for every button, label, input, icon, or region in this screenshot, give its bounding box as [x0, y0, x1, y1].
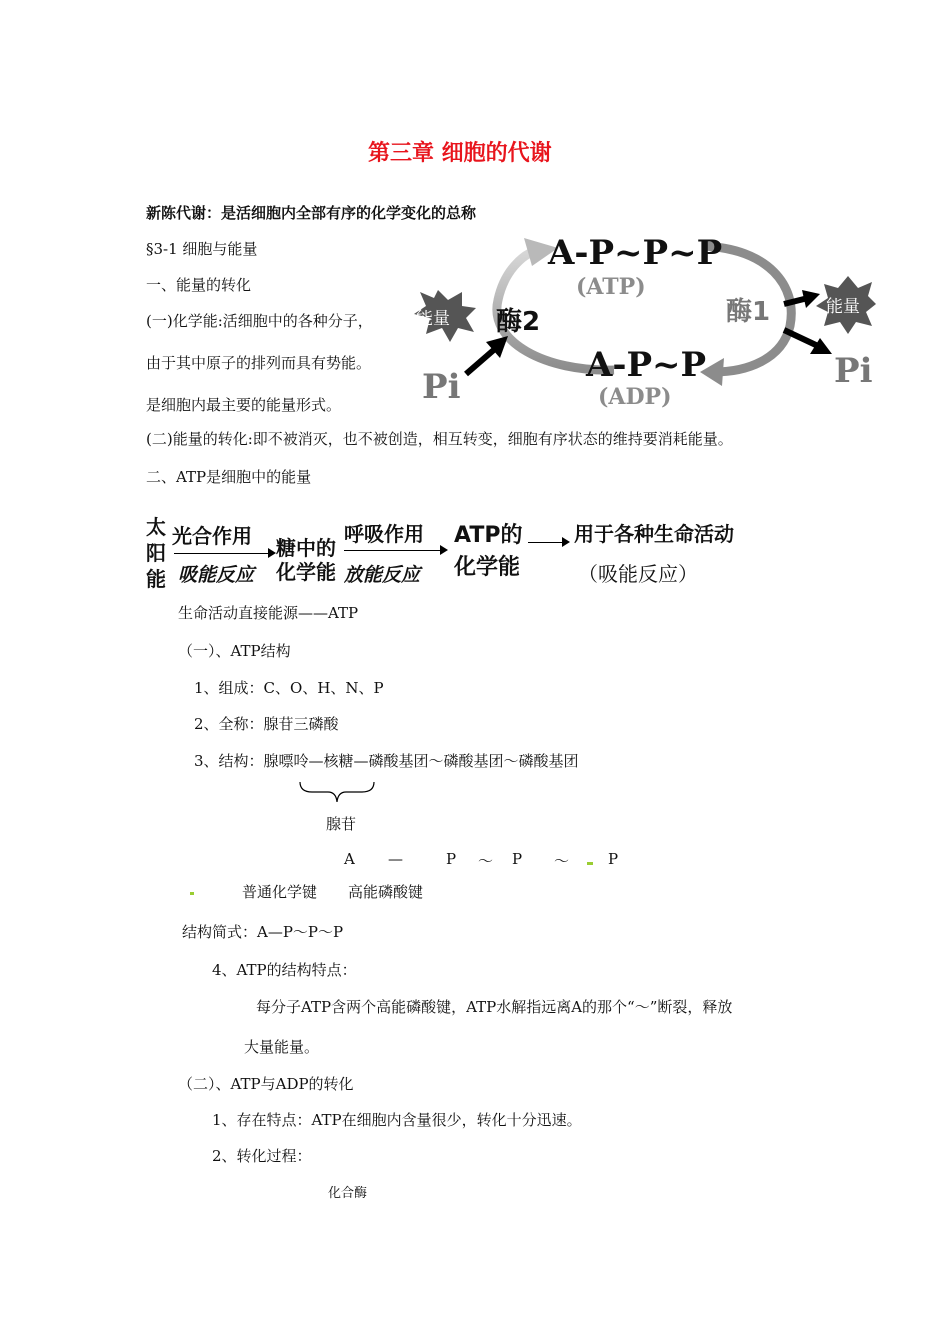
- pi-in-arrow: [466, 348, 496, 374]
- atp-adp-cycle-diagram: [396, 222, 876, 418]
- flow-sun: 太 阳 能: [146, 515, 166, 591]
- atp-label: (ATP): [576, 274, 646, 300]
- bond-row-p1: P: [446, 850, 457, 868]
- atp-features-heading: 4、ATP的结构特点：: [212, 961, 357, 979]
- paragraph-energy-conversion: (二)能量的转化:即不被消灭，也不被创造，相互转变，细胞有序状态的维持要消耗能量。: [146, 430, 733, 448]
- flow-arrow-3: [528, 542, 564, 543]
- adenosine-brace: [298, 780, 376, 804]
- bond-row-p2: P: [512, 850, 523, 868]
- flow-arrow-1: [174, 553, 270, 554]
- flow-atp-2: 化学能: [454, 555, 521, 580]
- page-title: 第三章 细胞的代谢: [368, 141, 552, 166]
- adp-label: (ADP): [598, 384, 672, 410]
- energy-right-label: 能量: [826, 297, 860, 317]
- paragraph-main-energy-form: 是细胞内最主要的能量形式。: [146, 396, 342, 414]
- atp-formula: A-P~P~P: [548, 233, 723, 273]
- enzyme1-label: 酶1: [726, 297, 771, 327]
- bond-row-p3: P: [608, 850, 619, 868]
- direct-energy-source: 生命活动直接能源——ATP: [178, 604, 359, 622]
- adenosine-label: 腺苷: [326, 815, 357, 833]
- bond-row-tilde1: ～: [478, 852, 494, 870]
- bond-row-a: A: [344, 850, 355, 868]
- enzyme2-label: 酶2: [496, 307, 541, 337]
- flow-arrowhead-1: [268, 548, 276, 558]
- flow-arrowhead-3: [562, 537, 570, 547]
- bond-marker-dot: [587, 862, 593, 865]
- flow-atp-1: ATP的: [454, 523, 523, 548]
- pi-left-label: Pi: [422, 367, 461, 407]
- bond-label-ordinary: 普通化学键: [242, 883, 318, 901]
- flow-photosynthesis: 光合作用: [172, 524, 252, 548]
- bond-row-dash: —: [388, 850, 403, 868]
- energy-left-label: 能量: [416, 309, 450, 329]
- flow-sugar-2: 化学能: [276, 560, 336, 584]
- atp-features-text-2: 大量能量。: [244, 1038, 320, 1056]
- synthase-label: 化合酶: [328, 1186, 368, 1201]
- flow-arrow-2: [344, 550, 442, 551]
- atp-adp-conversion-heading: （二）、ATP与ADP的转化: [178, 1075, 354, 1093]
- flow-sugar-1: 糖中的: [276, 536, 336, 560]
- pi-right-label: Pi: [834, 351, 873, 391]
- atp-structure-heading: （一）、ATP结构: [178, 642, 291, 660]
- intro-definition: 新陈代谢：是活细胞内全部有序的化学变化的总称: [146, 204, 477, 222]
- conversion-process: 2、转化过程：: [212, 1147, 312, 1165]
- flow-absorb-1: 吸能反应: [178, 564, 255, 586]
- structure-short-formula: 结构简式：A—P～P～P: [182, 923, 344, 941]
- atp-structure: 3、结构：腺嘌呤—核糖—磷酸基团～磷酸基团～磷酸基团: [194, 752, 579, 770]
- flow-release: 放能反应: [344, 564, 421, 586]
- heading-atp-energy: 二、ATP是细胞中的能量: [146, 468, 312, 486]
- flow-arrowhead-2: [440, 545, 448, 555]
- flow-use: 用于各种生命活动: [574, 522, 734, 546]
- bond-row-tilde2: ～: [554, 852, 570, 870]
- paragraph-chemical-energy: (一)化学能:活细胞中的各种分子，: [146, 312, 373, 330]
- bond-label-high-energy: 高能磷酸键: [348, 883, 424, 901]
- bond-label-dot: [190, 892, 194, 895]
- atp-full-name: 2、全称：腺苷三磷酸: [194, 715, 339, 733]
- flow-absorb-2: （吸能反应）: [578, 562, 698, 586]
- adp-formula: A-P~P: [586, 345, 707, 385]
- section-heading: §3-1 细胞与能量: [146, 240, 258, 258]
- flow-respiration: 呼吸作用: [344, 522, 424, 546]
- paragraph-potential-energy: 由于其中原子的排列而具有势能。: [146, 354, 372, 372]
- atp-features-text-1: 每分子ATP含两个高能磷酸键，ATP水解指远离A的那个“～”断裂，释放: [256, 998, 733, 1016]
- conversion-feature: 1、存在特点：ATP在细胞内含量很少，转化十分迅速。: [212, 1111, 582, 1129]
- heading-energy-conversion: 一、能量的转化: [146, 276, 252, 294]
- atp-composition: 1、组成：C、O、H、N、P: [194, 679, 384, 697]
